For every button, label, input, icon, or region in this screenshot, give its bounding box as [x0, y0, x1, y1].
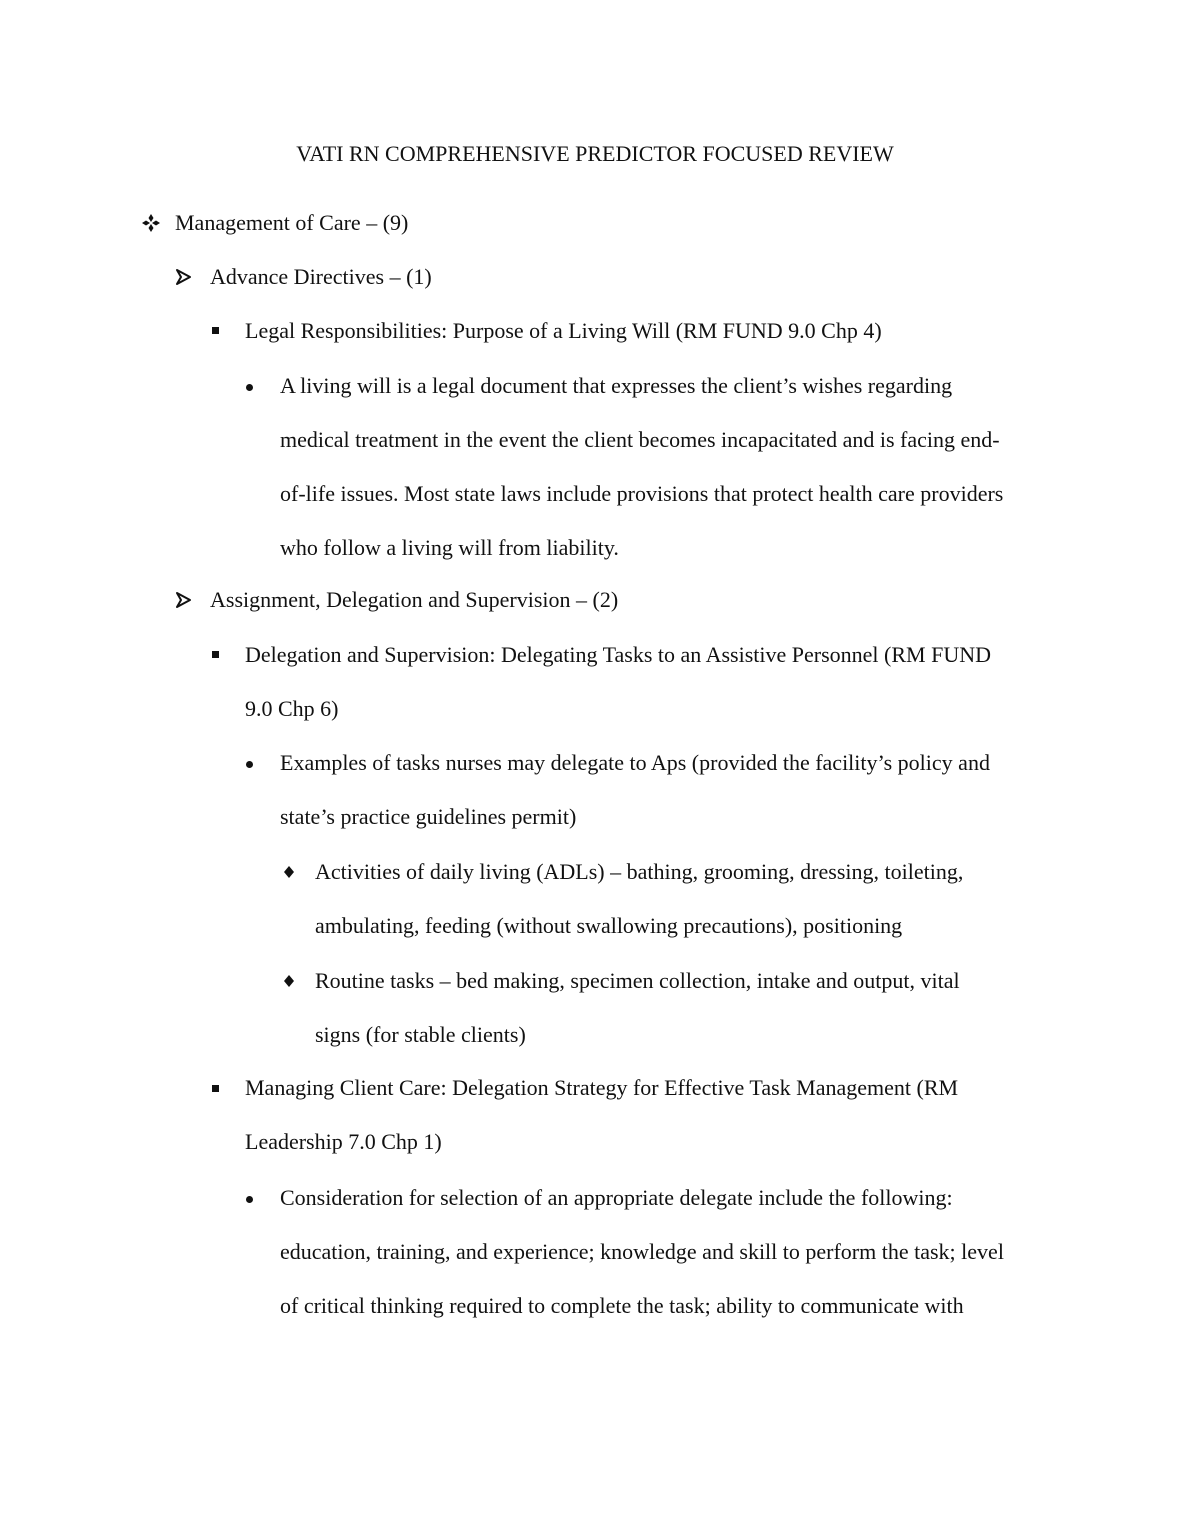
- point-line: of-life issues. Most state laws include provisions that protect health care providers: [280, 481, 1004, 506]
- round-bullet-icon: [246, 1196, 253, 1203]
- point-line: state’s practice guidelines permit): [280, 804, 577, 829]
- item-line: Leadership 7.0 Chp 1): [245, 1129, 442, 1154]
- item-line: Legal Responsibilities: Purpose of a Living Will (RM FUND 9.0 Chp 4): [245, 318, 882, 343]
- document-title: VATI RN COMPREHENSIVE PREDICTOR FOCUSED REVIEW: [296, 141, 894, 166]
- topic-heading-assignment-delegation: Assignment, Delegation and Supervision – (2): [210, 587, 619, 612]
- section-heading-management-of-care: Management of Care – (9): [175, 210, 409, 235]
- point-line: A living will is a legal document that expresses the client’s wishes regarding: [280, 373, 953, 398]
- point-line: who follow a living will from liability.: [280, 535, 619, 560]
- item-line: Managing Client Care: Delegation Strategy for Effective Task Management (RM: [245, 1075, 959, 1100]
- diamond-bullet-icon: [276, 966, 302, 997]
- arrowhead-bullet-icon: [170, 262, 196, 296]
- item-line: 9.0 Chp 6): [245, 696, 339, 721]
- point-line: education, training, and experience; knowledge and skill to perform the task; level: [280, 1239, 1004, 1264]
- square-bullet-icon: [212, 651, 219, 658]
- round-bullet-icon: [246, 761, 253, 768]
- subpoint-line: signs (for stable clients): [315, 1022, 526, 1047]
- square-bullet-icon: [212, 1085, 219, 1092]
- four-diamond-bullet-icon: [138, 208, 164, 242]
- point-line: Consideration for selection of an appropriate delegate include the following:: [280, 1185, 953, 1210]
- item-line: Delegation and Supervision: Delegating Tasks to an Assistive Personnel (RM FUND: [245, 642, 991, 667]
- topic-heading-advance-directives: Advance Directives – (1): [210, 264, 432, 289]
- point-line: medical treatment in the event the client becomes incapacitated and is facing end-: [280, 427, 1000, 452]
- subpoint-line: Activities of daily living (ADLs) – bathing, grooming, dressing, toileting,: [315, 859, 964, 884]
- subpoint-line: ambulating, feeding (without swallowing precautions), positioning: [315, 913, 903, 938]
- point-line: Examples of tasks nurses may delegate to Aps (provided the facility’s policy and: [280, 750, 990, 775]
- square-bullet-icon: [212, 327, 219, 334]
- diamond-bullet-icon: [276, 857, 302, 888]
- point-line: of critical thinking required to complete the task; ability to communicate with: [280, 1293, 964, 1318]
- arrowhead-bullet-icon: [170, 585, 196, 619]
- subpoint-line: Routine tasks – bed making, specimen collection, intake and output, vital: [315, 968, 960, 993]
- round-bullet-icon: [246, 384, 253, 391]
